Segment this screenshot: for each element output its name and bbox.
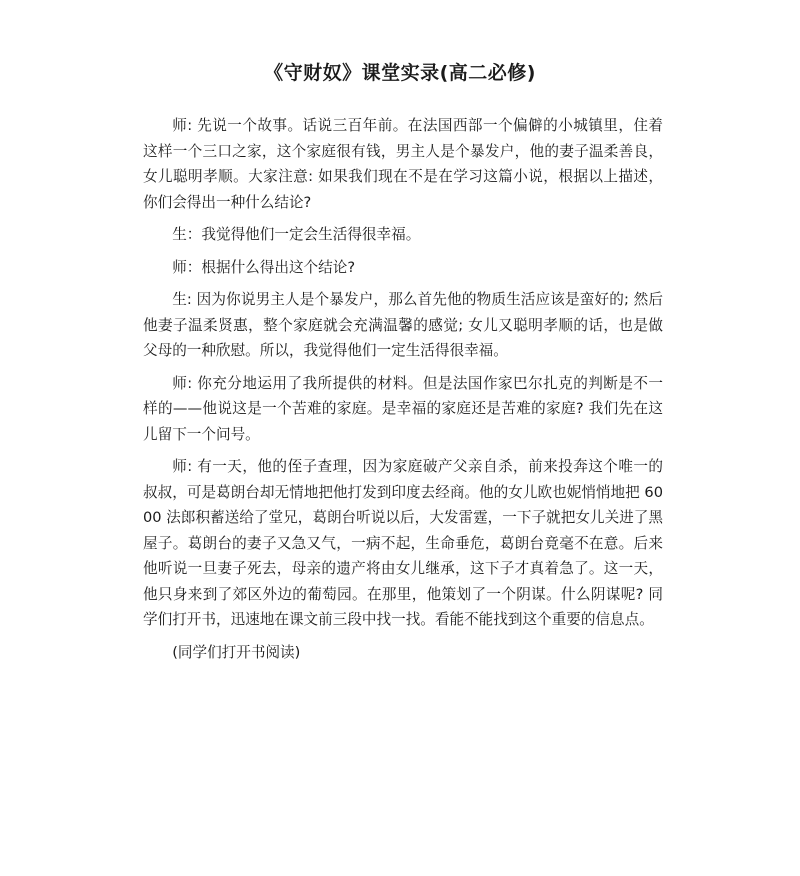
- paragraph-teacher-plot: 师: 有一天，他的侄子查理，因为家庭破产父亲自杀，前来投奔这个唯一的叔叔，可是葛朗台却无情地把他打发到印度去经商。他的女儿欧也妮悄悄地把 6000 法郎积蓄送给了堂兄，葛朗台听说以后，大发雷霆，一下子就把女儿关进了黑屋子。葛朗台的妻子又急又气，一病不起，生命垂危，葛朗台竟毫不在意。后来他听说一旦妻子死去，母亲的遗产将由女儿继承，这下子才真着急了。这一天，他只身来到了郊区外边的葡萄园。在那里，他策划了一个阴谋。什么阴谋呢? 同学们打开书，迅速地在课文前三段中找一找。看能不能找到这个重要的信息点。: [143, 458, 663, 628]
- paragraph-teacher-comment: 师: 你充分地运用了我所提供的材料。但是法国作家巴尔扎克的判断是不一样的——他说这是一个苦难的家庭。是幸福的家庭还是苦难的家庭? 我们先在这儿留下一个问号。: [143, 374, 663, 443]
- paragraph-teacher-story: 师: 先说一个故事。话说三百年前。在法国西部一个偏僻的小城镇里，住着这样一个三口之家，这个家庭很有钱，男主人是个暴发户，他的妻子温柔善良，女儿聪明孝顺。大家注意: 如果我们现在不是在学习这篇小说，根据以上描述，你们会得出一种什么结论?: [143, 117, 663, 211]
- document-title: 《守财奴》课堂实录(高二必修): [264, 62, 536, 84]
- paragraph-stage-direction: (同学们打开书阅读): [172, 643, 301, 661]
- paragraph-teacher-question: 师：根据什么得出这个结论?: [172, 258, 356, 276]
- document-body: [143, 113, 663, 672]
- paragraph-student-reason: 生: 因为你说男主人是个暴发户，那么首先他的物质生活应该是蛮好的; 然后他妻子温柔贤惠，整个家庭就会充满温馨的感觉; 女儿又聪明孝顺的话，也是做父母的一种欣慰。所以，我觉得他们一定生活得很幸福。: [143, 291, 663, 359]
- paragraph-student-answer: 生：我觉得他们一定会生活得很幸福。: [172, 226, 421, 243]
